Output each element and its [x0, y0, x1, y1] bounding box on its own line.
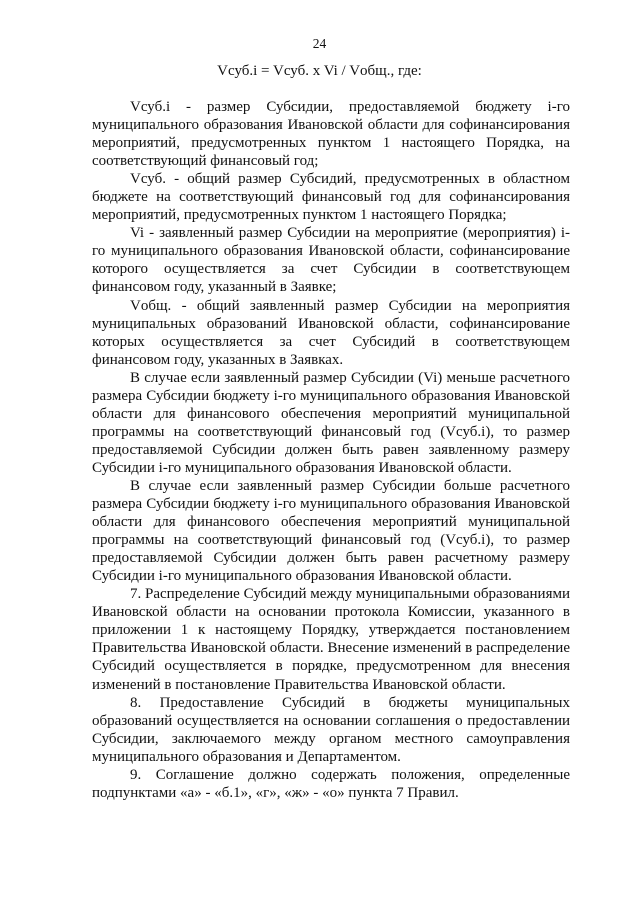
paragraph-less-than-case: В случае если заявленный размер Субсидии (Vi) меньше расчетного размера Субсидии бюджету i-го муниципального образования Ивановской области для финансового обеспечения мероприятий муниципальной программы на соответствующий финансовый год (Vсуб.i), то размер предоставляемой Субсидии должен быть равен заявленному размеру Субсидии i-го муниципального образования Ивановской области. [92, 369, 570, 476]
page-number: 24 [312, 36, 327, 51]
document-body [92, 98, 570, 802]
paragraph-item-9: 9. Соглашение должно содержать положения, определенные подпунктами «а» - «б.1», «г», «ж» - «о» пункта 7 Правил. [92, 766, 570, 801]
paragraph-vsub-i-definition: Vсуб.i - размер Субсидии, предоставляемой бюджету i-го муниципального образования Ивановской области для софинансирования мероприятий, предусмотренных пунктом 1 настоящего Порядка, на соответствующий финансовый год; [92, 99, 570, 170]
paragraph-item-8: 8. Предоставление Субсидий в бюджеты муниципальных образований осуществляется на основании соглашения о предоставлении Субсидии, заключаемого между органом местного самоуправления муниципального образования и Департаментом. [92, 694, 570, 765]
paragraph-item-7: 7. Распределение Субсидий между муниципальными образованиями Ивановской области на основании протокола Комиссии, указанного в приложении 1 к настоящему Порядку, утверждается постановлением Правительства Ивановской области. Внесение изменений в распределение Субсидий осуществляется в порядке, предусмотренном для внесения изменений в постановление Правительства Ивановской области. [92, 586, 570, 693]
paragraph-vsub-definition: Vсуб. - общий размер Субсидий, предусмотренных в областном бюджете на соответствующий финансовый год для софинансирования мероприятий, предусмотренных пунктом 1 настоящего Порядка; [92, 171, 570, 224]
paragraph-vobsh-definition: Vобщ. - общий заявленный размер Субсидии на мероприятия муниципальных образований Ивановской области, софинансирование которых осуществляется за счет Субсидий в соответствующем финансовом году, указанных в Заявках. [92, 297, 570, 368]
subsidy-formula: Vсуб.i = Vсуб. x Vi / Vобщ., где: [217, 63, 422, 79]
paragraph-vi-definition: Vi - заявленный размер Субсидии на мероприятие (мероприятия) i-го муниципального образования Ивановской области, софинансирование которого осуществляется за счет Субсидии в соответствующем финансовом году, указанный в Заявке; [92, 225, 570, 296]
paragraph-greater-than-case: В случае если заявленный размер Субсидии больше расчетного размера Субсидии бюджету i-го муниципального образования Ивановской области для финансового обеспечения мероприятий муниципальной программы на соответствующий финансовый год (Vсуб.i), то размер предоставляемой Субсидии должен быть равен расчетному размеру Субсидии i-го муниципального образования Ивановской области. [92, 477, 570, 585]
